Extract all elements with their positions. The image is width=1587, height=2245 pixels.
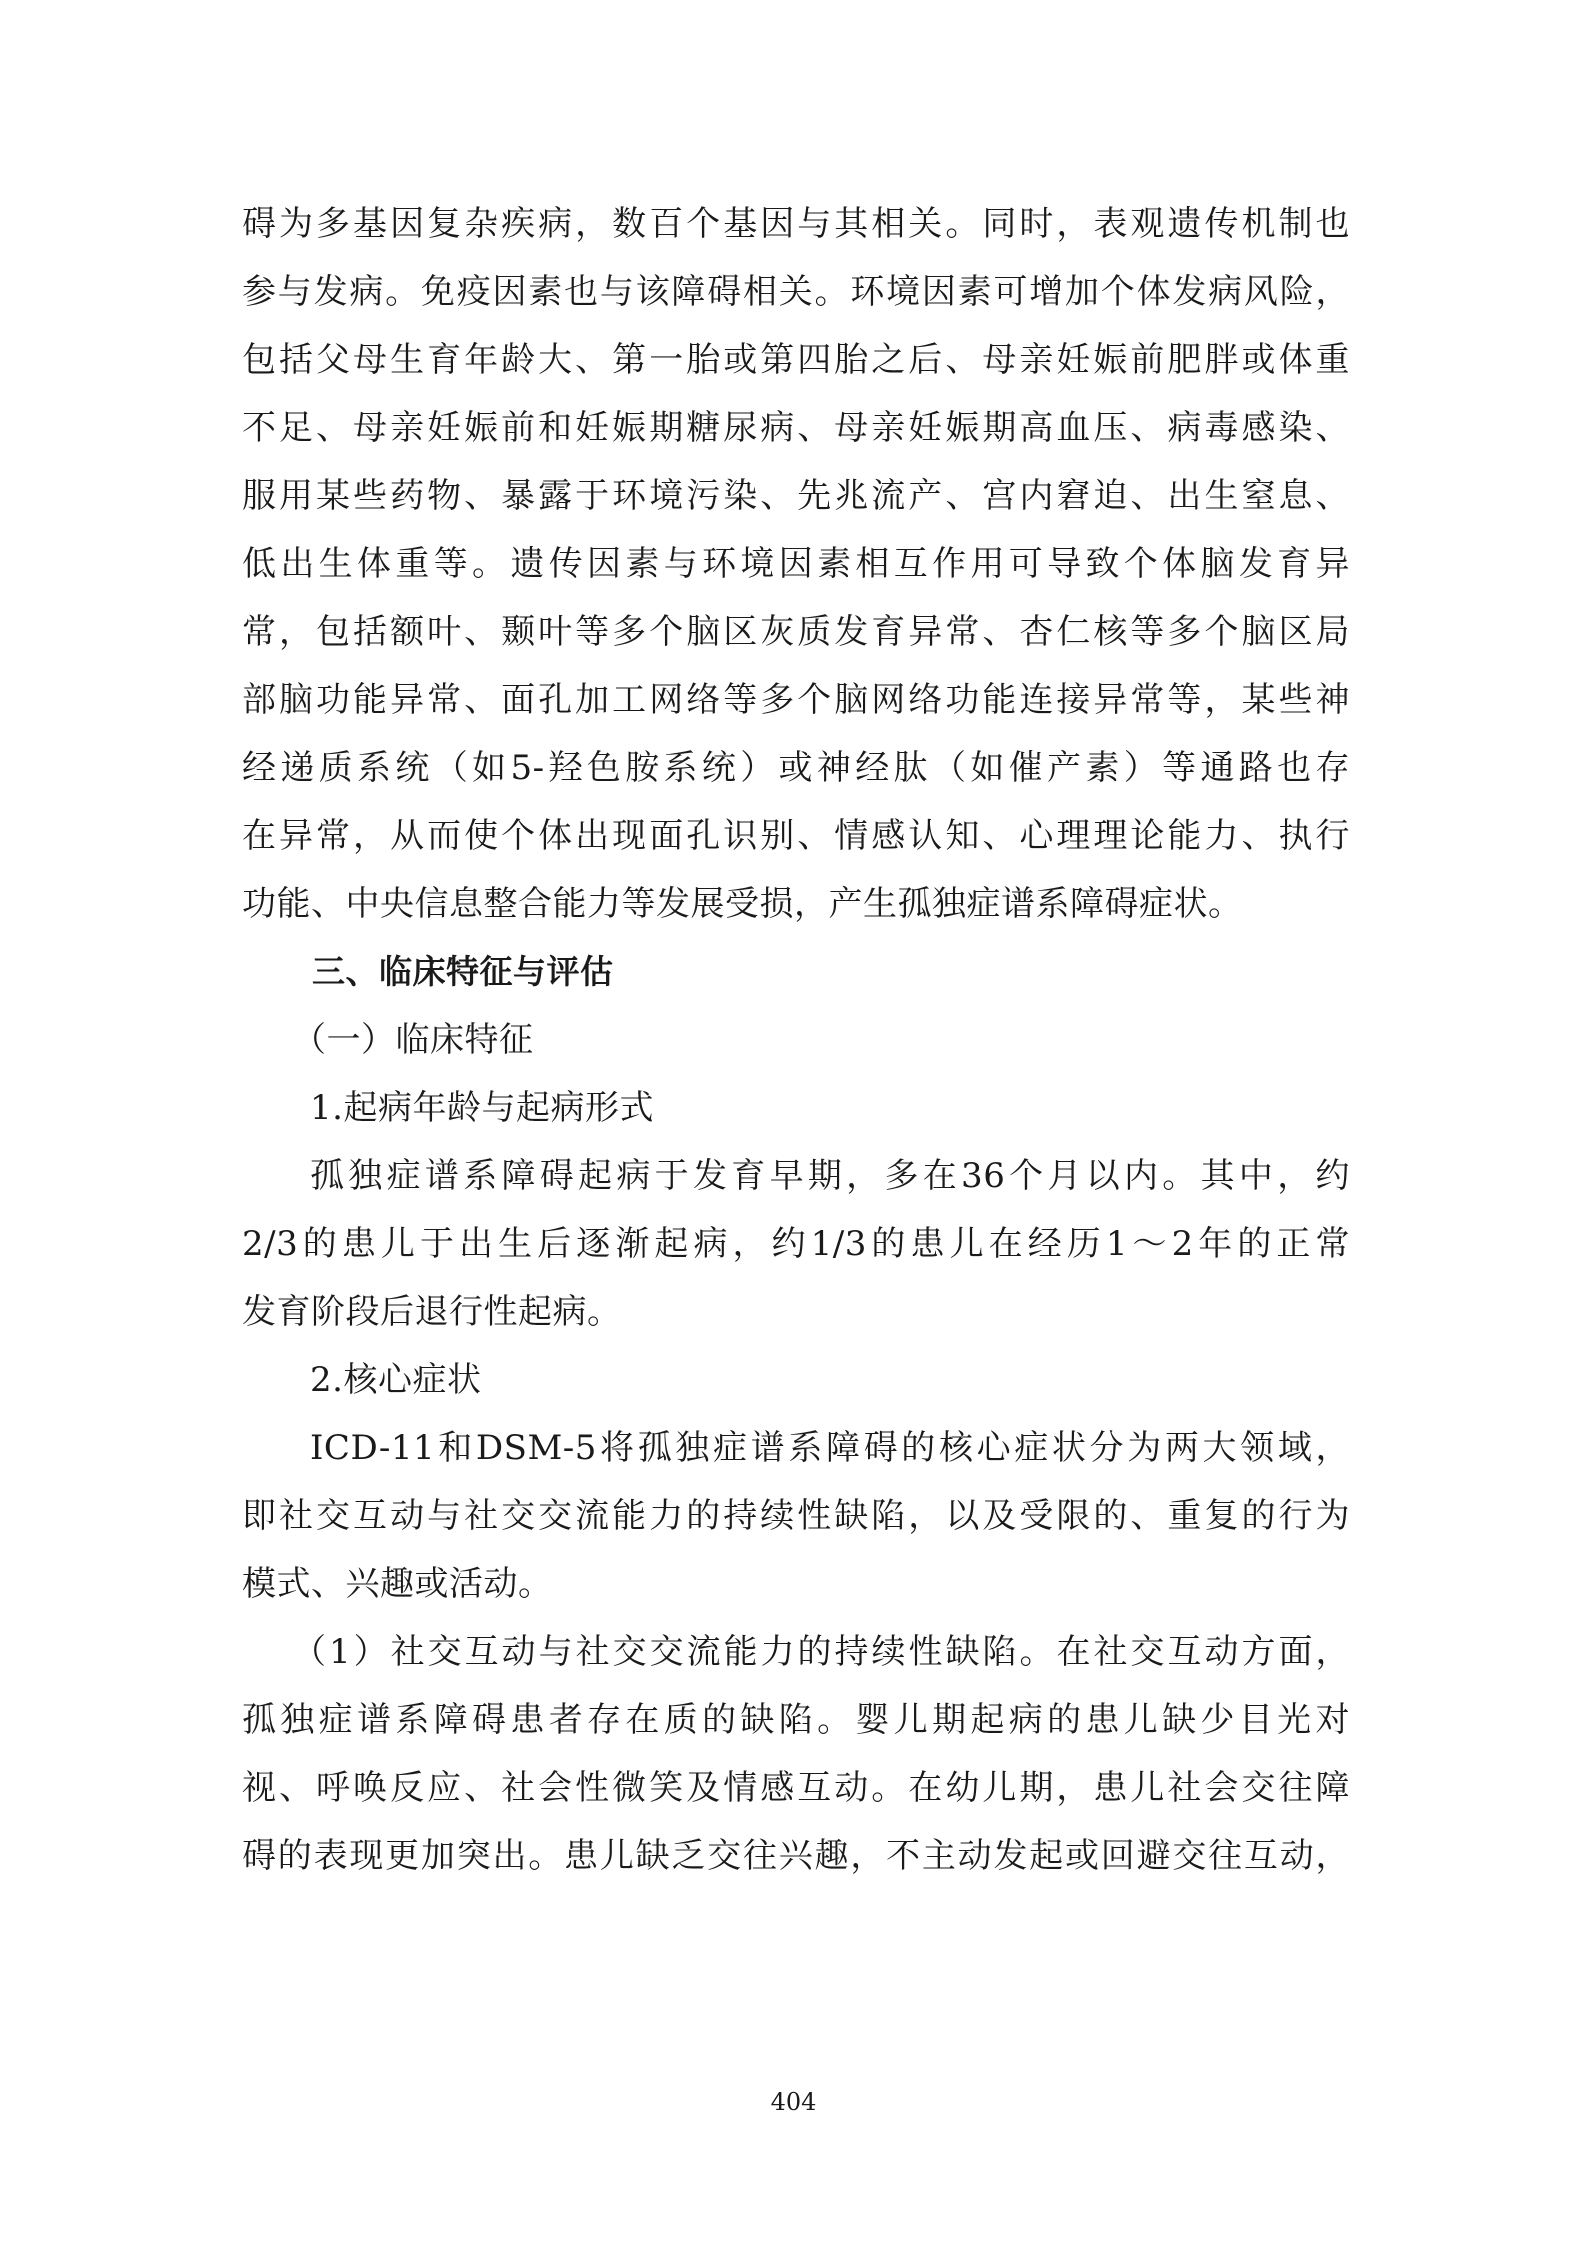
text-line: 在异常，从而使个体出现面孔识别、情感认知、心理理论能力、执行	[242, 816, 1350, 856]
text-line: 碍为多基因复杂疾病，数百个基因与其相关。同时，表观遗传机制也	[242, 204, 1350, 244]
text-line: 即社交互动与社交交流能力的持续性缺陷，以及受限的、重复的行为	[242, 1496, 1350, 1536]
text-line: 不足、母亲妊娠前和妊娠期糖尿病、母亲妊娠期高血压、病毒感染、	[242, 408, 1350, 448]
text-line: 经递质系统（如5-羟色胺系统）或神经肽（如催产素）等通路也存	[242, 748, 1350, 788]
text-line: 发育阶段后退行性起病。	[242, 1292, 622, 1332]
subsection-title: 2.核心症状	[310, 1360, 482, 1400]
page-number: 404	[770, 2088, 817, 2116]
text-line: ICD-11和DSM-5将孤独症谱系障碍的核心症状分为两大领域，	[310, 1428, 1350, 1468]
text-line: 包括父母生育年龄大、第一胎或第四胎之后、母亲妊娠前肥胖或体重	[242, 340, 1350, 380]
text-line: （1）社交互动与社交交流能力的持续性缺陷。在社交互动方面，	[292, 1632, 1350, 1672]
text-line: 2/3的患儿于出生后逐渐起病，约1/3的患儿在经历1～2年的正常	[242, 1224, 1350, 1264]
body-text	[242, 190, 1350, 1890]
text-line: 服用某些药物、暴露于环境污染、先兆流产、宫内窘迫、出生窒息、	[242, 476, 1350, 516]
text-line: 视、呼唤反应、社会性微笑及情感互动。在幼儿期，患儿社会交往障	[242, 1768, 1350, 1808]
text-line: 功能、中央信息整合能力等发展受损，产生孤独症谱系障碍症状。	[242, 884, 1243, 924]
text-line: 常，包括额叶、颞叶等多个脑区灰质发育异常、杏仁核等多个脑区局	[242, 612, 1350, 652]
text-line: 孤独症谱系障碍患者存在质的缺陷。婴儿期起病的患儿缺少目光对	[242, 1700, 1350, 1740]
text-line: 低出生体重等。遗传因素与环境因素相互作用可导致个体脑发育异	[242, 544, 1350, 584]
text-line: 部脑功能异常、面孔加工网络等多个脑网络功能连接异常等，某些神	[242, 680, 1350, 720]
text-line: 孤独症谱系障碍起病于发育早期，多在36个月以内。其中，约	[310, 1156, 1350, 1196]
subsection-heading: （一）临床特征	[292, 1020, 534, 1060]
text-line: 参与发病。免疫因素也与该障碍相关。环境因素可增加个体发病风险，	[242, 272, 1350, 312]
text-line: 碍的表现更加突出。患儿缺乏交往兴趣，不主动发起或回避交往互动，	[242, 1836, 1350, 1876]
subsection-title: 1.起病年龄与起病形式	[310, 1088, 654, 1128]
text-line: 模式、兴趣或活动。	[242, 1564, 553, 1604]
section-heading: 三、临床特征与评估	[312, 952, 614, 991]
